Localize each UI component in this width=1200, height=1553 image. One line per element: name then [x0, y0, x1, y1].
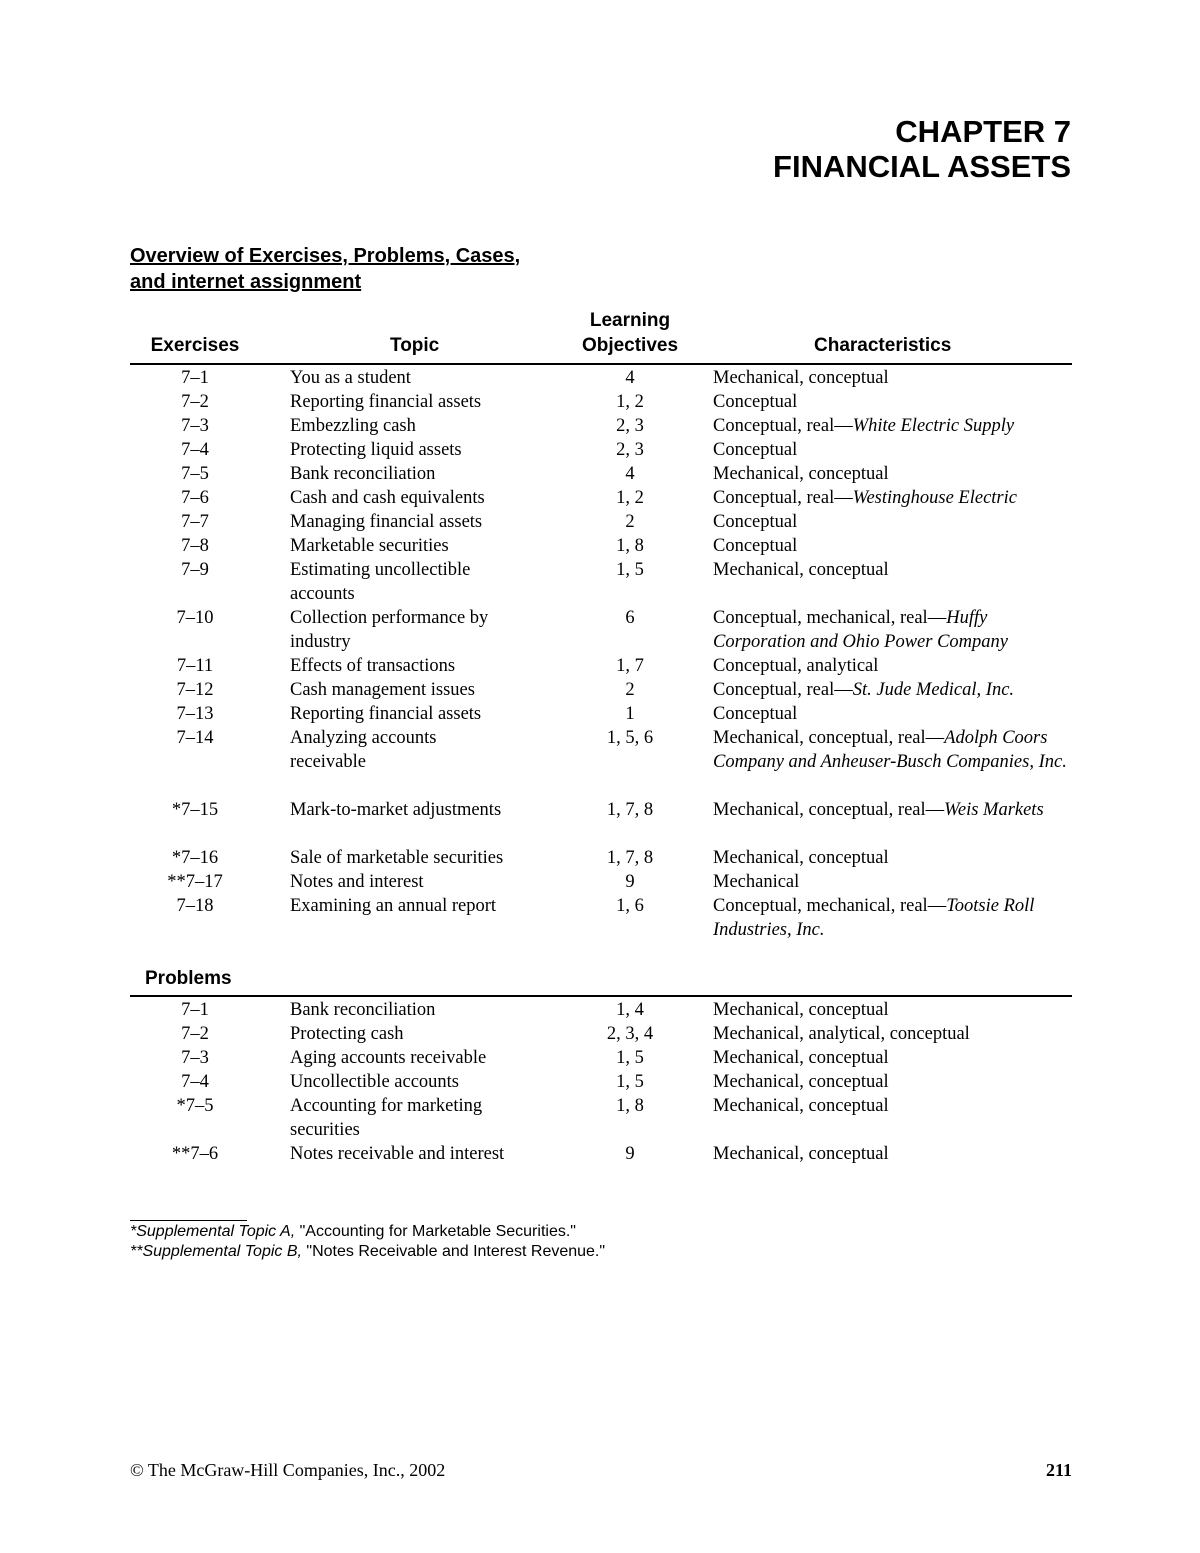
exercise-number: 7–5 — [181, 464, 209, 484]
exercises-table — [130, 366, 1072, 942]
footnotes — [130, 1222, 605, 1262]
exercise-number: 7–11 — [176, 656, 214, 676]
exercise-row — [130, 894, 1072, 942]
footnote-1 — [130, 1222, 605, 1242]
exercise-learning-objectives: 1 — [625, 704, 635, 724]
exercise-row — [130, 486, 1072, 510]
exercise-number: *7–16 — [171, 848, 219, 868]
exercise-topic: Sale of marketable securities — [290, 848, 504, 868]
header-objectives: Objectives — [581, 335, 679, 356]
problem-characteristics: Mechanical, conceptual — [713, 1072, 889, 1092]
company-name: St. Jude Medical, Inc. — [852, 680, 1015, 700]
exercise-learning-objectives: 2 — [625, 680, 635, 700]
exercise-number: 7–6 — [181, 488, 209, 508]
exercise-topic: Protecting liquid assets — [290, 440, 462, 460]
exercise-number: 7–1 — [181, 368, 209, 388]
exercise-number: 7–12 — [176, 680, 214, 700]
company-name: Weis Markets — [944, 800, 1044, 820]
exercise-number: 7–10 — [176, 608, 214, 628]
exercise-learning-objectives: 1, 7, 8 — [606, 800, 654, 820]
exercise-topic: Mark-to-market adjustments — [290, 800, 502, 820]
company-name: White Electric Supply — [852, 416, 1015, 436]
problem-topic: Aging accounts receivable — [290, 1048, 487, 1068]
exercise-learning-objectives: 4 — [625, 464, 635, 484]
problem-number: 7–1 — [181, 1000, 209, 1020]
problems-heading: Problems — [145, 968, 232, 989]
exercise-row — [130, 678, 1072, 702]
exercise-learning-objectives: 1, 2 — [616, 392, 644, 412]
problem-topic: Protecting cash — [290, 1024, 404, 1044]
exercise-row — [130, 702, 1072, 726]
exercise-number: 7–18 — [176, 896, 214, 916]
problem-number: 7–3 — [181, 1048, 209, 1068]
exercise-row — [130, 798, 1072, 846]
problem-row — [130, 998, 1072, 1022]
chapter-title: FINANCIAL ASSETS — [773, 149, 1071, 184]
exercise-learning-objectives: 1, 7, 8 — [606, 848, 654, 868]
overview-line-1: Overview of Exercises, Problems, Cases, — [130, 245, 521, 267]
footnote-1-topic: *Supplemental Topic A, — [130, 1223, 296, 1240]
company-name: Westinghouse Electric — [852, 488, 1017, 508]
problem-characteristics: Mechanical, analytical, conceptual — [713, 1024, 970, 1044]
exercise-number: 7–3 — [181, 416, 209, 436]
exercise-row — [130, 846, 1072, 870]
exercise-characteristics: Mechanical, conceptual — [713, 560, 889, 580]
company-name: Adolph Coors Company and Anheuser-Busch Companies, Inc. — [713, 728, 1067, 772]
exercise-row — [130, 462, 1072, 486]
exercise-learning-objectives: 2, 3 — [616, 416, 644, 436]
problem-learning-objectives: 1, 5 — [616, 1048, 644, 1068]
exercise-topic: Examining an annual report — [290, 896, 497, 916]
exercise-number: **7–17 — [167, 872, 223, 892]
header-rule — [130, 363, 1072, 365]
footnote-2-topic: **Supplemental Topic B, — [130, 1243, 302, 1260]
exercise-topic: Marketable securities — [290, 536, 449, 556]
exercise-number: 7–14 — [176, 728, 214, 748]
exercise-row — [130, 558, 1072, 606]
exercise-learning-objectives: 1, 2 — [616, 488, 644, 508]
exercise-characteristics: Mechanical — [713, 872, 800, 892]
exercise-learning-objectives: 1, 6 — [616, 896, 644, 916]
exercise-topic: You as a student — [290, 368, 411, 388]
exercise-characteristics: Conceptual, real—St. Jude Medical, Inc. — [713, 680, 1015, 700]
exercise-topic: Estimating uncollectible accounts — [290, 560, 471, 604]
footnote-1-text: "Accounting for Marketable Securities." — [295, 1223, 576, 1240]
exercise-row — [130, 510, 1072, 534]
problem-characteristics: Mechanical, conceptual — [713, 1048, 889, 1068]
exercise-topic: Collection performance by industry — [290, 608, 489, 652]
exercise-learning-objectives: 1, 8 — [616, 536, 644, 556]
overview-line-2: and internet assignment — [130, 271, 362, 293]
problem-number: **7–6 — [171, 1144, 219, 1164]
exercise-learning-objectives: 4 — [625, 368, 635, 388]
problem-number: 7–2 — [181, 1024, 209, 1044]
exercise-characteristics: Mechanical, conceptual — [713, 464, 889, 484]
problem-learning-objectives: 9 — [625, 1144, 635, 1164]
footnote-2-text: "Notes Receivable and Interest Revenue." — [301, 1243, 606, 1260]
problem-topic: Uncollectible accounts — [290, 1072, 460, 1092]
exercise-row — [130, 438, 1072, 462]
exercise-learning-objectives: 9 — [625, 872, 635, 892]
chapter-number: CHAPTER 7 — [895, 114, 1071, 149]
exercise-row — [130, 654, 1072, 678]
exercise-characteristics: Conceptual — [713, 536, 798, 556]
exercise-learning-objectives: 6 — [625, 608, 635, 628]
exercise-row — [130, 726, 1072, 798]
problem-topic: Notes receivable and interest — [290, 1144, 505, 1164]
exercise-characteristics: Conceptual, mechanical, real—Huffy Corporation and Ohio Power Company — [713, 608, 1008, 652]
exercise-number: *7–15 — [171, 800, 219, 820]
problem-row — [130, 1142, 1072, 1166]
problem-learning-objectives: 1, 4 — [616, 1000, 644, 1020]
exercise-characteristics: Conceptual, real—White Electric Supply — [713, 416, 1015, 436]
problem-number: 7–4 — [181, 1072, 209, 1092]
problem-row — [130, 1070, 1072, 1094]
exercise-topic: Managing financial assets — [290, 512, 483, 532]
exercise-number: 7–7 — [181, 512, 209, 532]
exercise-learning-objectives: 1, 5, 6 — [606, 728, 654, 748]
exercise-characteristics: Conceptual, analytical — [713, 656, 879, 676]
exercise-row — [130, 414, 1072, 438]
problem-number: *7–5 — [176, 1096, 214, 1116]
company-name: Huffy Corporation and Ohio Power Company — [713, 608, 1008, 652]
exercise-learning-objectives: 1, 5 — [616, 560, 644, 580]
header-exercises: Exercises — [150, 335, 240, 356]
exercise-number: 7–2 — [181, 392, 209, 412]
exercise-characteristics: Mechanical, conceptual, real—Adolph Coors Company and Anheuser-Busch Companies, Inc. — [713, 728, 1067, 772]
problem-row — [130, 1022, 1072, 1046]
exercise-characteristics: Conceptual — [713, 440, 798, 460]
exercise-row — [130, 606, 1072, 654]
exercise-number: 7–13 — [176, 704, 214, 724]
exercise-characteristics: Mechanical, conceptual — [713, 368, 889, 388]
exercise-number: 7–8 — [181, 536, 209, 556]
exercise-row — [130, 366, 1072, 390]
problems-rule — [130, 995, 1072, 997]
exercise-characteristics: Conceptual — [713, 704, 798, 724]
exercise-topic: Reporting financial assets — [290, 392, 482, 412]
copyright: © The McGraw-Hill Companies, Inc., 2002 — [130, 1460, 446, 1480]
problem-learning-objectives: 2, 3, 4 — [606, 1024, 654, 1044]
exercise-topic: Embezzling cash — [290, 416, 416, 436]
exercise-characteristics: Conceptual — [713, 512, 798, 532]
exercise-learning-objectives: 2 — [625, 512, 635, 532]
exercise-characteristics: Conceptual, mechanical, real—Tootsie Roll Industries, Inc. — [713, 896, 1035, 940]
exercise-topic: Cash management issues — [290, 680, 475, 700]
problem-row — [130, 1094, 1072, 1142]
exercise-row — [130, 870, 1072, 894]
exercise-row — [130, 534, 1072, 558]
footnote-rule — [130, 1220, 247, 1221]
problem-topic: Accounting for marketing securities — [290, 1096, 483, 1140]
exercise-number: 7–9 — [181, 560, 209, 580]
exercise-learning-objectives: 2, 3 — [616, 440, 644, 460]
problem-topic: Bank reconciliation — [290, 1000, 436, 1020]
exercise-topic: Notes and interest — [290, 872, 424, 892]
exercise-topic: Effects of transactions — [290, 656, 456, 676]
header-topic: Topic — [390, 335, 440, 356]
exercise-characteristics: Conceptual — [713, 392, 798, 412]
problem-characteristics: Mechanical, conceptual — [713, 1096, 889, 1116]
exercise-learning-objectives: 1, 7 — [616, 656, 644, 676]
problem-row — [130, 1046, 1072, 1070]
exercise-number: 7–4 — [181, 440, 209, 460]
exercise-row — [130, 390, 1072, 414]
problem-characteristics: Mechanical, conceptual — [713, 1144, 889, 1164]
overview-heading — [130, 243, 520, 295]
problem-learning-objectives: 1, 8 — [616, 1096, 644, 1116]
exercise-topic: Analyzing accounts receivable — [290, 728, 437, 772]
exercise-characteristics: Mechanical, conceptual, real—Weis Markets — [713, 800, 1044, 820]
company-name: Tootsie Roll Industries, Inc. — [713, 896, 1035, 940]
page-number: 211 — [1045, 1460, 1072, 1480]
exercise-topic: Bank reconciliation — [290, 464, 436, 484]
problem-characteristics: Mechanical, conceptual — [713, 1000, 889, 1020]
header-characteristics: Characteristics — [814, 335, 952, 356]
problem-learning-objectives: 1, 5 — [616, 1072, 644, 1092]
exercise-topic: Cash and cash equivalents — [290, 488, 485, 508]
problems-table — [130, 998, 1072, 1166]
footnote-2 — [130, 1242, 605, 1262]
exercise-characteristics: Conceptual, real—Westinghouse Electric — [713, 488, 1017, 508]
header-learning: Learning — [589, 310, 671, 331]
exercise-characteristics: Mechanical, conceptual — [713, 848, 889, 868]
exercise-topic: Reporting financial assets — [290, 704, 482, 724]
